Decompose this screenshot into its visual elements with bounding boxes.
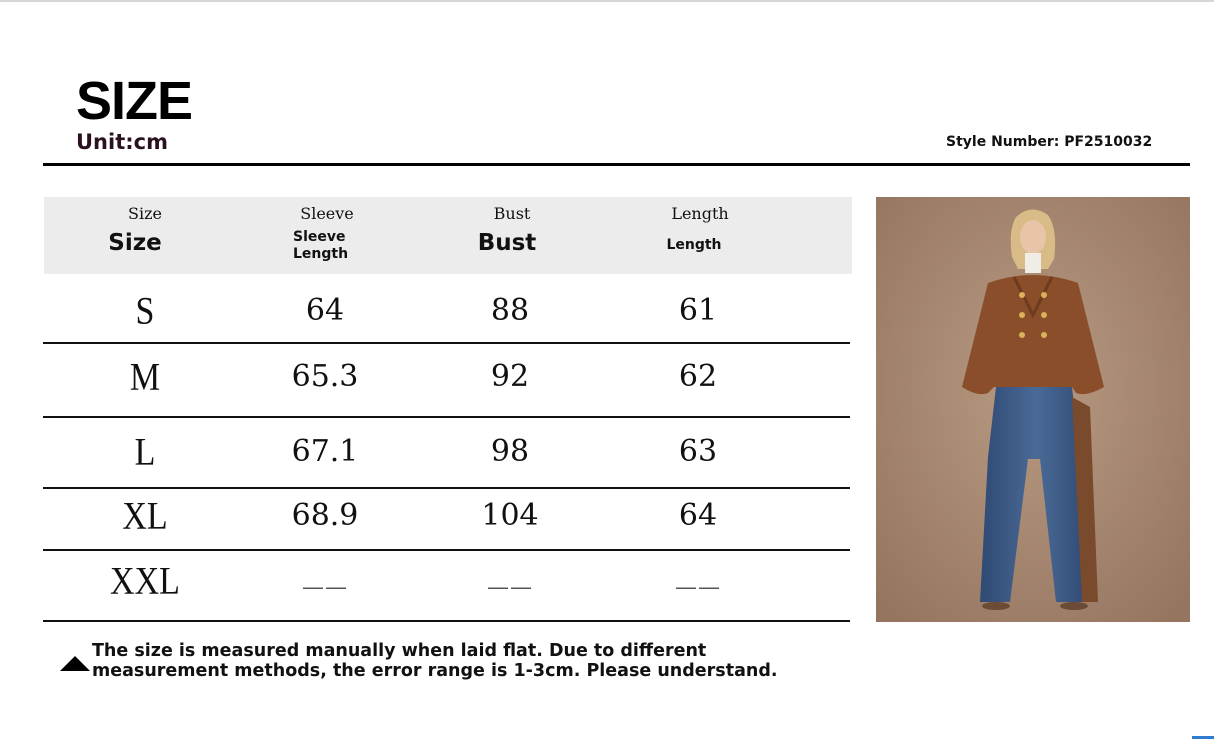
col-size-label-alt: Size [128, 204, 162, 223]
cell-sleeve: —— [302, 575, 348, 600]
triangle-icon [60, 656, 90, 671]
cell-bust: 98 [490, 434, 530, 469]
model-illustration [876, 197, 1190, 622]
row-divider [43, 487, 850, 489]
cell-bust: 88 [490, 293, 530, 328]
row-divider [43, 342, 850, 344]
unit-label: Unit:cm [76, 130, 168, 154]
col-bust-label-alt: Bust [493, 204, 531, 223]
cell-length: 63 [678, 434, 718, 469]
model-photo [876, 197, 1190, 622]
table-header [44, 197, 852, 274]
col-length-label: Length [666, 237, 722, 253]
cell-sleeve: 65.3 [291, 359, 359, 394]
col-sleeve-label: Sleeve Length [293, 229, 349, 262]
cell-sleeve: 67.1 [291, 434, 359, 469]
cell-bust: —— [487, 575, 533, 600]
col-size-label: Size [108, 230, 162, 256]
col-bust-label: Bust [477, 230, 537, 256]
row-divider [43, 416, 850, 418]
col-sleeve-label-alt: Sleeve [300, 204, 354, 223]
cell-bust: 104 [481, 498, 539, 533]
cell-length: 62 [678, 359, 718, 394]
cell-sleeve: 68.9 [291, 498, 359, 533]
top-border [0, 0, 1214, 2]
col-length-label-alt: Length [671, 204, 729, 223]
cell-size: XL [122, 495, 168, 538]
header-divider [43, 163, 1190, 166]
measurement-note: The size is measured manually when laid flat. Due to different measurement methods, the error range is 1-3cm. Please understand. [92, 641, 778, 681]
style-number: Style Number: PF2510032 [946, 134, 1153, 150]
cell-bust: 92 [490, 359, 530, 394]
cell-sleeve: 64 [305, 293, 345, 328]
cell-length: 64 [678, 498, 718, 533]
cell-length: —— [675, 575, 721, 600]
cell-size: S [135, 290, 155, 333]
row-divider [43, 549, 850, 551]
cell-size: XXL [110, 560, 180, 603]
page-title: SIZE [76, 71, 193, 131]
row-divider [43, 620, 850, 622]
cell-size: M [129, 356, 161, 399]
cell-size: L [134, 431, 156, 474]
cell-length: 61 [678, 293, 718, 328]
